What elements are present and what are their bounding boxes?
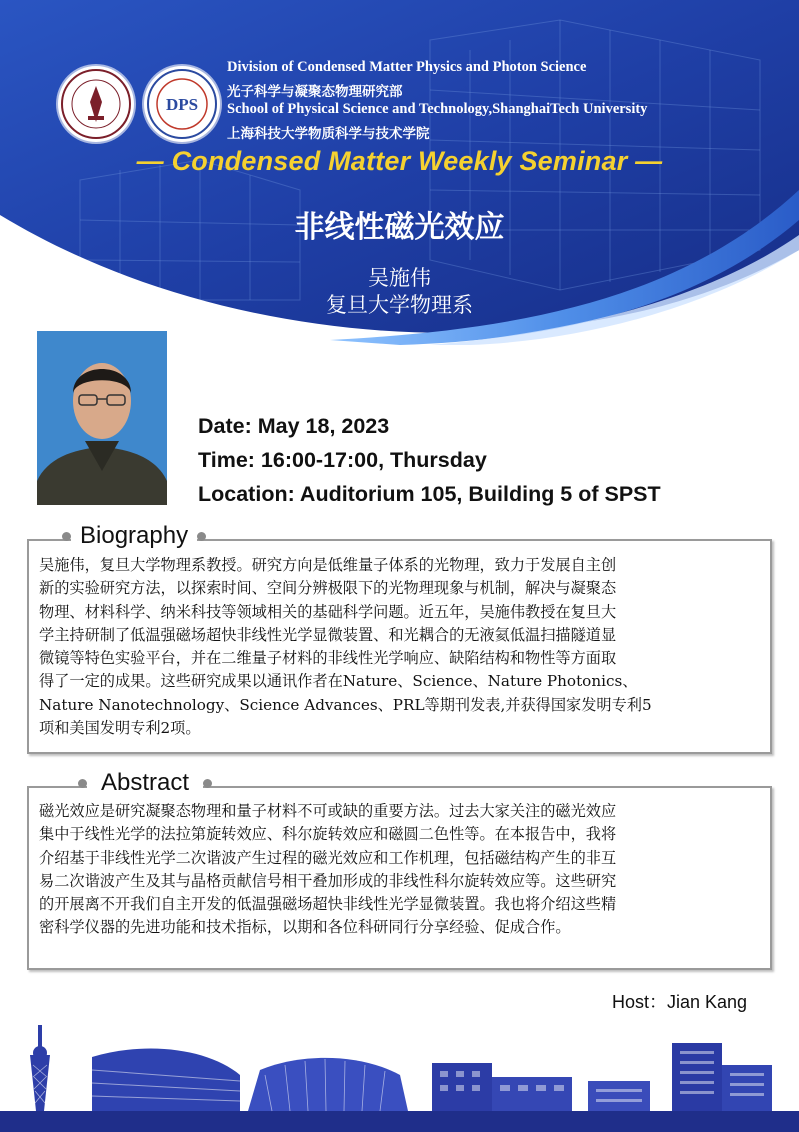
abstract-line: 易二次谐波产生及其与晶格贡献信号相干叠加形成的非线性科尔旋转效应等。这些研究 bbox=[39, 871, 617, 890]
biography-header bbox=[62, 522, 206, 550]
speaker-name: 吴施伟 bbox=[368, 266, 431, 290]
biography-line: 学主持研制了低温强磁场超快非线性光学显微装置、和光耦合的无液氦低温扫描隧道显 bbox=[39, 625, 617, 644]
abstract-line: 介绍基于非线性光学二次谐波产生过程的磁光效应和工作机理，包括磁结构产生的非互 bbox=[39, 848, 617, 867]
org-line-3: School of Physical Science and Technology,ShanghaiTech University bbox=[227, 101, 648, 117]
biography-line: Nature Nanotechnology、Science Advances、PRL等期刊发表,并获得国家发明专利5 bbox=[39, 695, 652, 714]
seminar-location: Location: Auditorium 105, Building 5 of SPST bbox=[198, 482, 661, 506]
biography-line: 物理、材料科学、纳米科技等领域相关的基础科学问题。近五年，吴施伟教授在复旦大 bbox=[39, 602, 617, 621]
dps-logo-text: DPS bbox=[165, 95, 199, 114]
org-line-2: 光子科学与凝聚态物理研究部 bbox=[227, 84, 403, 100]
abstract-line: 的开展离不开我们自主开发的低温强磁场超快非线性光学显微装置。我也将介绍这些精 bbox=[39, 895, 617, 914]
speaker-photo bbox=[37, 331, 167, 505]
shanghaitech-logo bbox=[58, 66, 134, 142]
biography-text bbox=[39, 554, 760, 740]
biography-line: 新的实验研究方法，以探索时间、空间分辨极限下的光物理现象与机制，解决与凝聚态 bbox=[39, 579, 617, 598]
biography-heading: Biography bbox=[71, 522, 197, 550]
biography-line: 微镜等特色实验平台，并在二维量子材料的非线性光学响应、缺陷结构和物性等方面取 bbox=[39, 649, 617, 668]
abstract-heading: Abstract bbox=[87, 769, 203, 797]
biography-line: 吴施伟，复旦大学物理系教授。研究方向是低维量子体系的光物理，致力于发展自主创 bbox=[39, 556, 617, 574]
seminar-series-title: — Condensed Matter Weekly Seminar — bbox=[136, 146, 663, 176]
dps-logo bbox=[144, 66, 220, 142]
talk-title: 非线性磁光效应 bbox=[294, 210, 505, 245]
biography-box bbox=[27, 539, 772, 754]
biography-line: 项和美国发明专利2项。 bbox=[39, 719, 201, 738]
org-line-4: 上海科技大学物质科学与技术学院 bbox=[227, 126, 430, 142]
bullet-dot-icon bbox=[197, 532, 206, 541]
bullet-dot-icon bbox=[203, 779, 212, 788]
abstract-line: 磁光效应是研究凝聚态物理和量子材料不可或缺的重要方法。过去大家关注的磁光效应 bbox=[39, 802, 617, 820]
bullet-dot-icon bbox=[62, 532, 71, 541]
footer-skyline bbox=[0, 1015, 799, 1132]
abstract-box bbox=[27, 786, 772, 970]
seminar-time: Time: 16:00-17:00, Thursday bbox=[198, 448, 487, 472]
bullet-dot-icon bbox=[78, 779, 87, 788]
speaker-affiliation: 复旦大学物理系 bbox=[326, 293, 473, 317]
seminar-date: Date: May 18, 2023 bbox=[198, 414, 390, 438]
abstract-text bbox=[39, 800, 760, 940]
org-line-1: Division of Condensed Matter Physics and Photon Science bbox=[227, 59, 587, 75]
abstract-header bbox=[78, 769, 212, 797]
host-name: Host：Jian Kang bbox=[612, 992, 748, 1012]
biography-line: 得了一定的成果。这些研究成果以通讯作者在Nature、Science、Nature Photonics、 bbox=[39, 672, 638, 691]
abstract-line: 集中于线性光学的法拉第旋转效应、科尔旋转效应和磁圆二色性等。在本报告中，我将 bbox=[39, 825, 617, 844]
abstract-line: 密科学仪器的先进功能和技术指标，以期和各位科研同行分享经验、促成合作。 bbox=[39, 918, 571, 937]
